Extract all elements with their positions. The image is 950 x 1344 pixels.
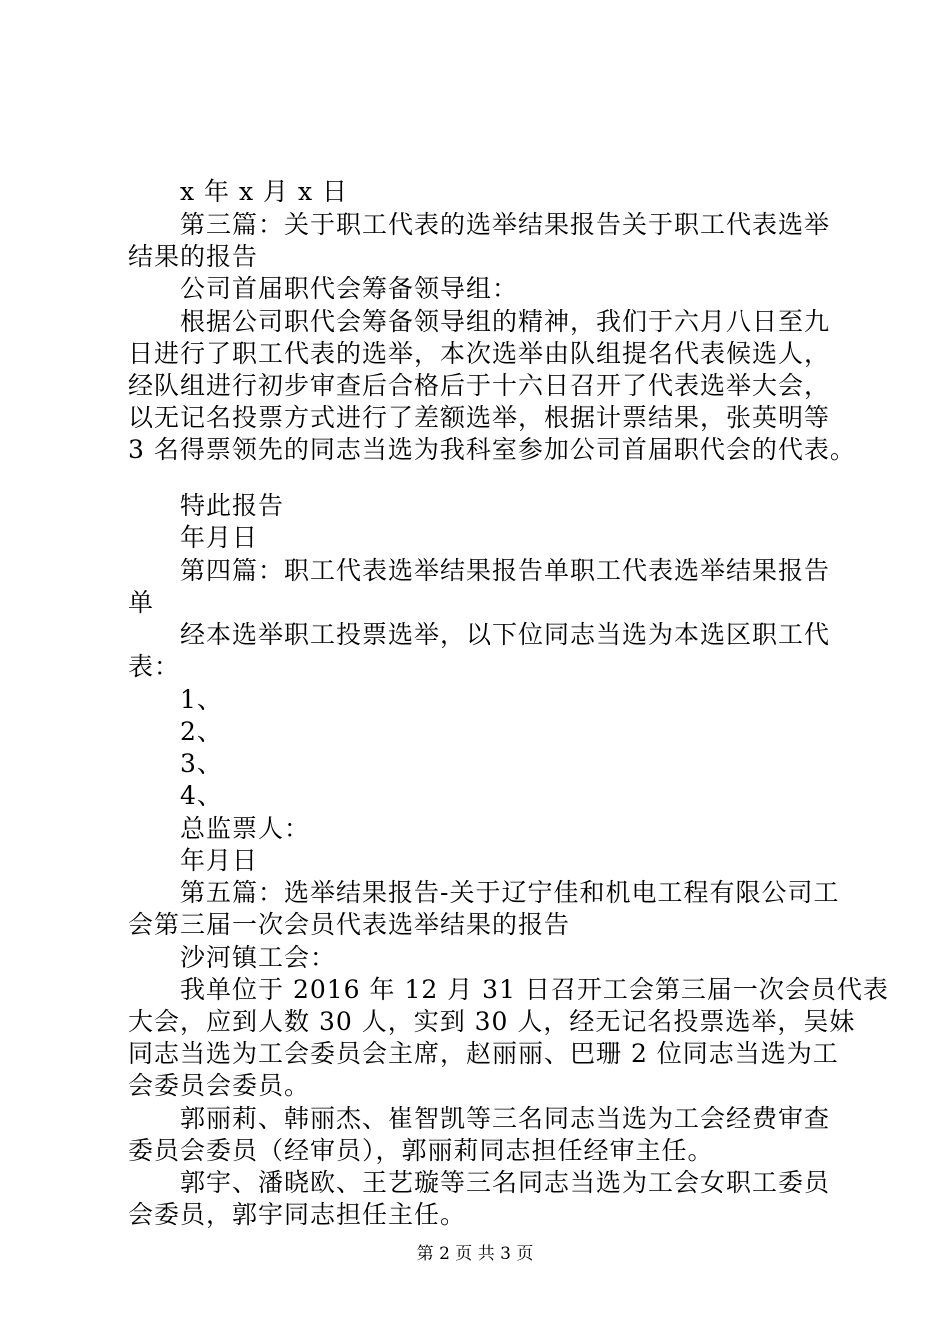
section-heading-4: 第四篇：职工代表选举结果报告单职工代表选举结果报告 xyxy=(180,556,831,585)
section-heading-4-cont: 单 xyxy=(128,588,155,617)
list-item: 4、 xyxy=(180,781,223,810)
paragraph-line: 日进行了职工代表的选举，本次选举由队组提名代表候选人， xyxy=(128,339,831,368)
signature-line: 总监票人： xyxy=(180,814,311,843)
section-heading-5: 第五篇：选举结果报告-关于辽宁佳和机电工程有限公司工 xyxy=(180,878,840,907)
paragraph-line: 会委员会委员。 xyxy=(128,1071,311,1100)
paragraph-line: 郭宇、潘晓欧、王艺璇等三名同志当选为工会女职工委员 xyxy=(180,1168,831,1197)
date-line: x 年 x 月 x 日 xyxy=(180,177,349,206)
closing-line: 特此报告 xyxy=(180,491,285,520)
paragraph-line: 以无记名投票方式进行了差额选举，根据计票结果，张英明等 xyxy=(128,403,831,432)
section-heading-5-cont: 会第三届一次会员代表选举结果的报告 xyxy=(128,910,571,939)
paragraph-line: 同志当选为工会委员会主席，赵丽丽、巴珊 2 位同志当选为工 xyxy=(128,1039,839,1068)
paragraph-line: 根据公司职代会筹备领导组的精神，我们于六月八日至九 xyxy=(180,307,831,336)
paragraph-line: 表： xyxy=(128,652,181,681)
addressee-line: 公司首届职代会筹备领导组： xyxy=(180,274,519,303)
date-placeholder: 年月日 xyxy=(180,846,259,875)
paragraph-line: 我单位于 2016 年 12 月 31 日召开工会第三届一次会员代表 xyxy=(180,975,889,1004)
paragraph-line: 会委员，郭宇同志担任主任。 xyxy=(128,1200,467,1229)
paragraph-line: 3 名得票领先的同志当选为我科室参加公司首届职代会的代表。 xyxy=(128,435,856,464)
date-placeholder: 年月日 xyxy=(180,523,259,552)
paragraph-line: 经本选举职工投票选举，以下位同志当选为本选区职工代 xyxy=(180,620,831,649)
page-footer: 第 2 页 共 3 页 xyxy=(416,1244,534,1264)
section-heading-3-cont: 结果的报告 xyxy=(128,242,259,271)
list-item: 1、 xyxy=(180,685,223,714)
list-item: 3、 xyxy=(180,749,223,778)
paragraph-line: 委员会委员（经审员），郭丽莉同志担任经审主任。 xyxy=(128,1136,714,1165)
list-item: 2、 xyxy=(180,717,223,746)
paragraph-line: 郭丽莉、韩丽杰、崔智凯等三名同志当选为工会经费审查 xyxy=(180,1104,831,1133)
paragraph-line: 大会，应到人数 30 人，实到 30 人，经无记名投票选举，吴妹 xyxy=(128,1007,856,1036)
section-heading-3: 第三篇：关于职工代表的选举结果报告关于职工代表选举 xyxy=(180,210,831,239)
addressee-line: 沙河镇工会： xyxy=(180,943,337,972)
paragraph-line: 经队组进行初步审查后合格后于十六日召开了代表选举大会， xyxy=(128,371,831,400)
